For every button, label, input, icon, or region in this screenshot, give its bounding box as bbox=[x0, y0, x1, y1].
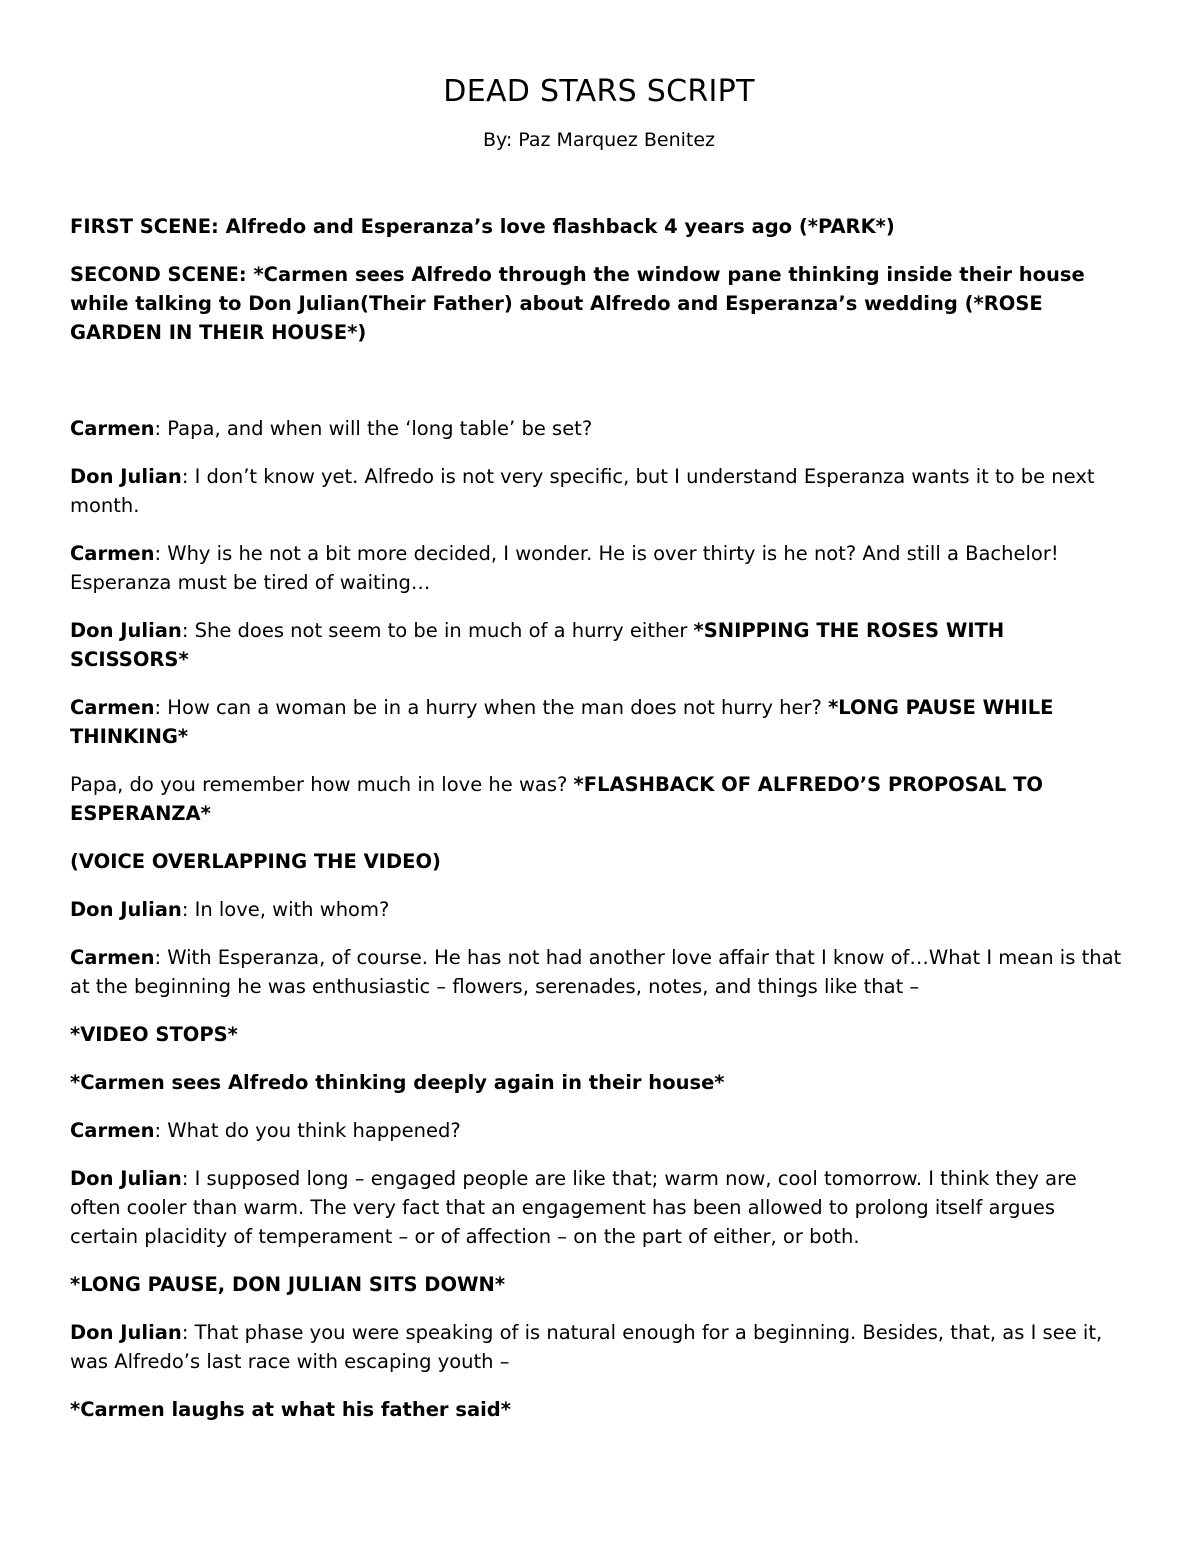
speaker-name: Don Julian bbox=[70, 1321, 182, 1344]
script-line bbox=[70, 1068, 1128, 1097]
script-line bbox=[70, 693, 1128, 751]
speaker-name: Carmen bbox=[70, 542, 155, 565]
stage-direction: *SNIPPING THE ROSES WITH SCISSORS* bbox=[70, 619, 1005, 671]
script-line bbox=[70, 1116, 1128, 1145]
script-line bbox=[70, 462, 1128, 520]
dialogue-text: Papa, do you remember how much in love he was? bbox=[70, 773, 574, 796]
dialogue-text: : In love, with whom? bbox=[181, 898, 390, 921]
scene-first bbox=[70, 212, 1128, 241]
script-line bbox=[70, 847, 1128, 876]
document-author: By: Paz Marquez Benitez bbox=[482, 129, 716, 151]
speaker-name: Don Julian bbox=[70, 465, 182, 488]
script-line bbox=[70, 1318, 1128, 1376]
script-line bbox=[70, 1395, 1128, 1424]
script-line bbox=[70, 770, 1128, 828]
speaker-name: Carmen bbox=[70, 946, 155, 969]
script-line bbox=[70, 616, 1128, 674]
script-line bbox=[70, 539, 1128, 597]
scene-second bbox=[70, 260, 1128, 347]
dialogue-text: : I supposed long – engaged people are like that; warm now, cool tomorrow. I think they are often cooler than warm. The very fact that an engagement has been allowed to prolong itself argues certain placidity of temperament – or of affection – on the part of either, or both. bbox=[70, 1167, 1077, 1248]
speaker-name: Carmen bbox=[70, 417, 155, 440]
scene-first-text: : Alfredo and Esperanza’s love flashback 4 years ago (*PARK*) bbox=[211, 215, 895, 238]
scene-list bbox=[70, 212, 1128, 347]
speaker-name: Carmen bbox=[70, 696, 155, 719]
scene-first-label: FIRST SCENE bbox=[70, 215, 212, 238]
dialogue-text: : With Esperanza, of course. He has not had another love affair that I know of…What I mean is that at the beginning he was enthusiastic – flowers, serenades, notes, and things like that – bbox=[70, 946, 1122, 998]
dialogue-text: : I don’t know yet. Alfredo is not very specific, but I understand Esperanza wants it to be next month. bbox=[70, 465, 1095, 517]
stage-direction: *VIDEO STOPS* bbox=[70, 1023, 238, 1046]
script-line bbox=[70, 895, 1128, 924]
dialogue-text: : How can a woman be in a hurry when the man does not hurry her? bbox=[154, 696, 829, 719]
spacer bbox=[70, 366, 1128, 414]
dialogue-text: : What do you think happened? bbox=[154, 1119, 461, 1142]
script-line bbox=[70, 1164, 1128, 1251]
stage-direction: *LONG PAUSE, DON JULIAN SITS DOWN* bbox=[70, 1273, 506, 1296]
speaker-name: Don Julian bbox=[70, 898, 182, 921]
speaker-name: Don Julian bbox=[70, 619, 182, 642]
stage-direction: *FLASHBACK OF ALFREDO’S PROPOSAL TO ESPERANZA* bbox=[70, 773, 1043, 825]
script-line bbox=[70, 414, 1128, 443]
dialogue-text: : She does not seem to be in much of a hurry either bbox=[181, 619, 694, 642]
scene-second-text: : *Carmen sees Alfredo through the window pane thinking inside their house while talking to Don Julian(Their Father) about Alfredo and Esperanza’s wedding (*ROSE GARDEN IN THEIR HOUSE*) bbox=[70, 263, 1085, 344]
dialogue-text: : Papa, and when will the ‘long table’ be set? bbox=[154, 417, 593, 440]
stage-direction: (VOICE OVERLAPPING THE VIDEO) bbox=[70, 850, 441, 873]
speaker-name: Don Julian bbox=[70, 1167, 182, 1190]
dialogue-text: : Why is he not a bit more decided, I wonder. He is over thirty is he not? And still a Bachelor! Esperanza must be tired of waiting… bbox=[70, 542, 1059, 594]
script-body bbox=[70, 414, 1128, 1424]
stage-direction: *LONG PAUSE WHILE THINKING* bbox=[70, 696, 1054, 748]
stage-direction: *Carmen laughs at what his father said* bbox=[70, 1398, 511, 1421]
scene-second-label: SECOND SCENE bbox=[70, 263, 239, 286]
script-line bbox=[70, 1020, 1128, 1049]
speaker-name: Carmen bbox=[70, 1119, 155, 1142]
script-line bbox=[70, 943, 1128, 1001]
script-line bbox=[70, 1270, 1128, 1299]
document-title: DEAD STARS SCRIPT bbox=[443, 74, 755, 109]
dialogue-text: : That phase you were speaking of is natural enough for a beginning. Besides, that, as I see it, was Alfredo’s last race with escaping youth – bbox=[70, 1321, 1103, 1373]
stage-direction: *Carmen sees Alfredo thinking deeply again in their house* bbox=[70, 1071, 725, 1094]
